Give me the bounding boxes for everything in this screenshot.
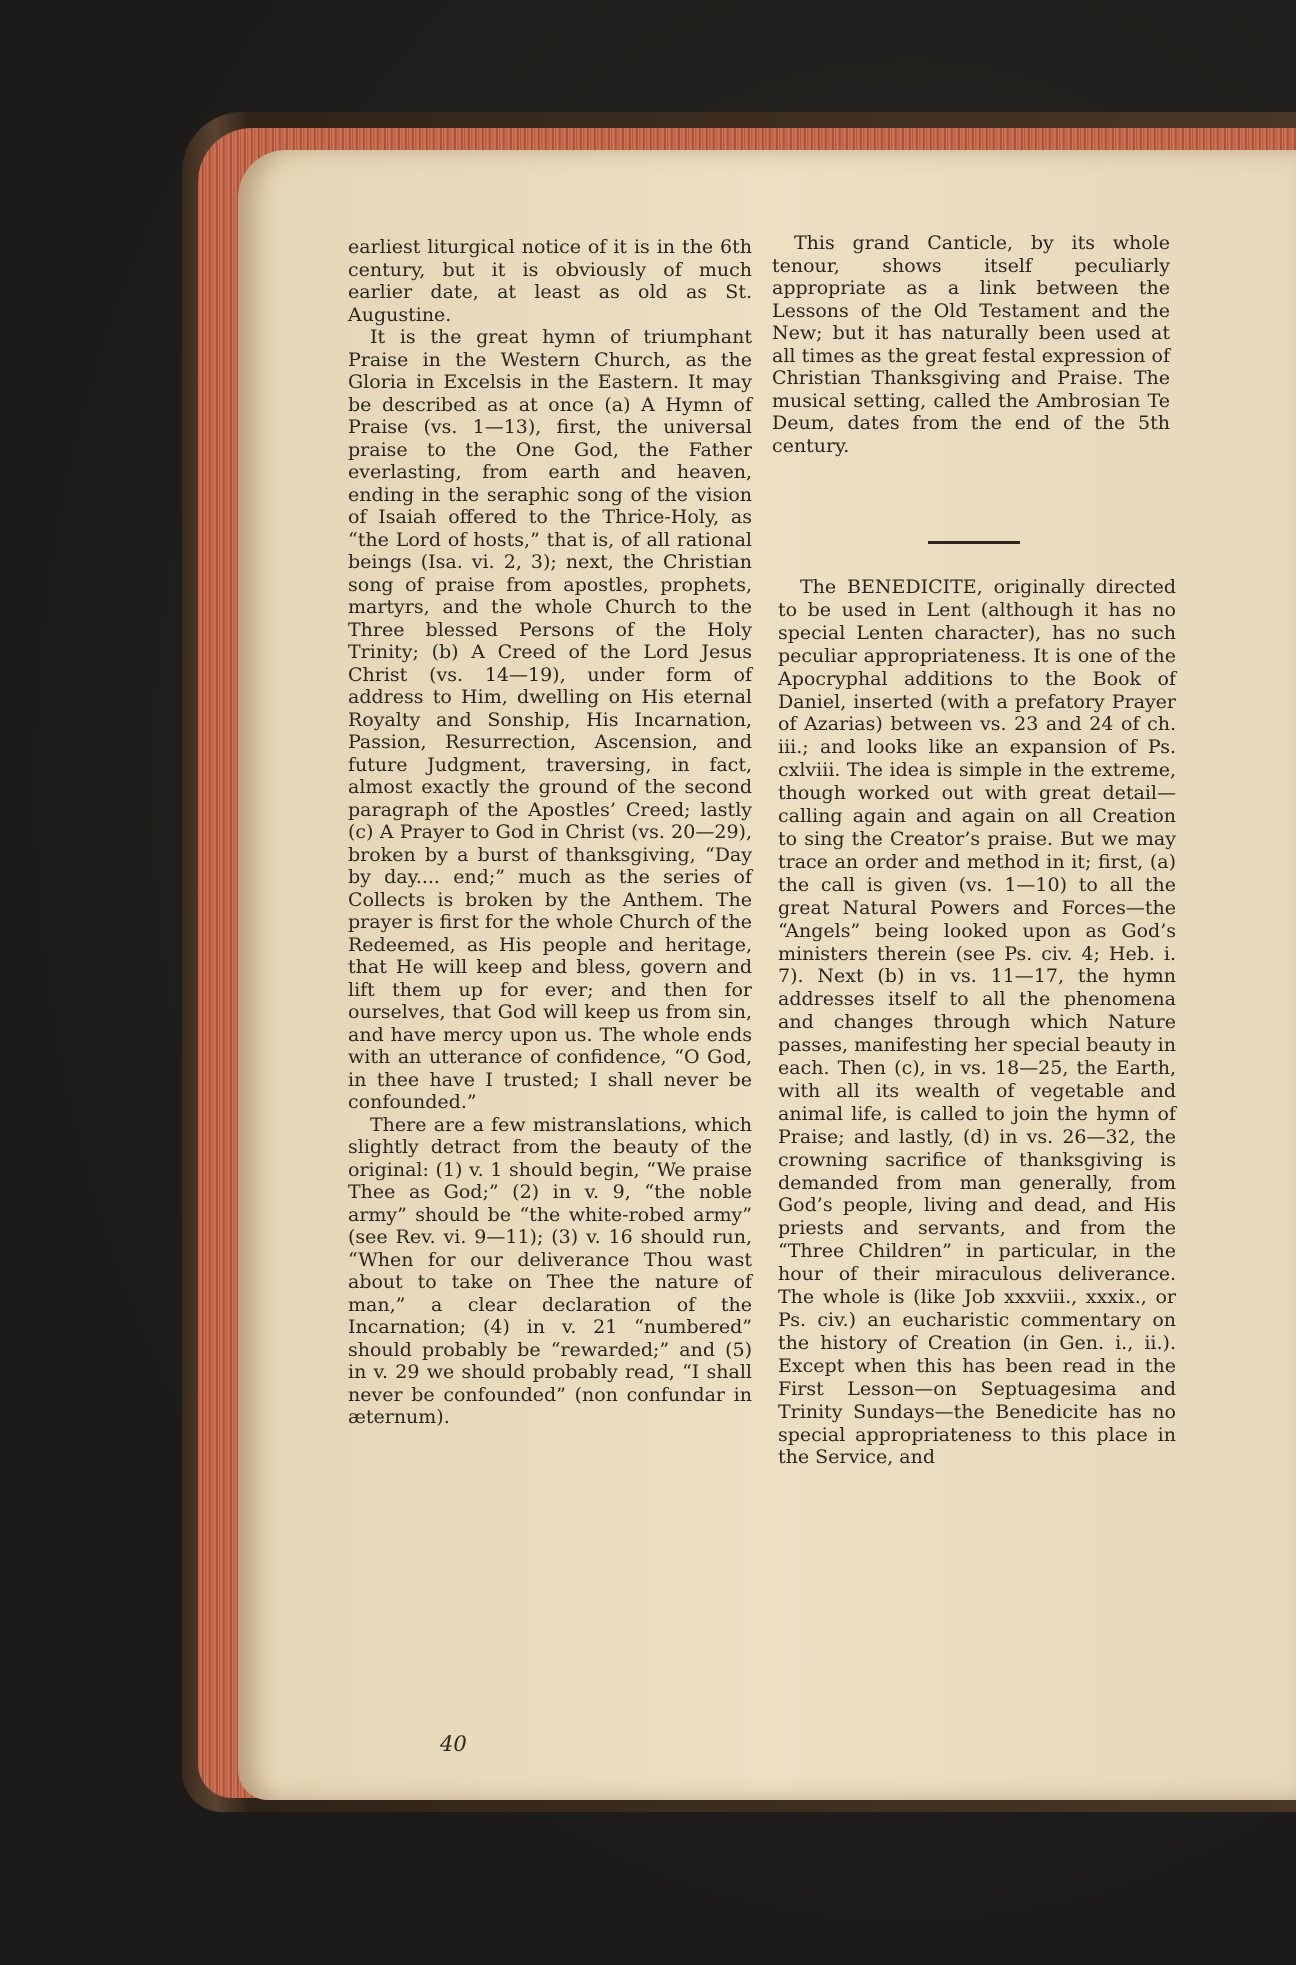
left-column [348, 236, 752, 1429]
paragraph-mistranslations: There are a few mistranslations, which slightly detract from the beauty of the original: (1) v. 1 should begin, “We praise Thee as God;” (2) in v. 9, “the noble army” should be “the white-robed army” (see Rev. vi. 9—11); (3) v. 16 should run, “When for our deliverance Thou wast about to take on Thee the nature of man,” a clear declaration of the Incarnation; (4) in v. 21 “numbered” should probably be “rewarded;” and (5) in v. 29 we should probably read, “I shall never be confounded” (non confundar in æternum). [348, 1113, 752, 1428]
paragraph-grand-canticle: This grand Canticle, by its whole tenour, shows itself peculiarly appropriate as a link between the Lessons of the Old Testament and the New; but it has naturally been used at all times as the great festal expression of Christian Thanksgiving and Praise. The musical setting, called the Ambrosian Te Deum, dates from the end of the 5th century. [772, 232, 1170, 457]
page-number: 40 [440, 1732, 467, 1756]
right-column-top [772, 232, 1170, 457]
paragraph-great-hymn: It is the great hymn of triumphant Praise in the Western Church, as the Gloria in Excelsis in the Eastern. It may be described as at once (a) A Hymn of Praise (vs. 1—13), first, the universal praise to the One God, the Father everlasting, from earth and heaven, ending in the seraphic song of the vision of Isaiah offered to the Thrice-Holy, as “the Lord of hosts,” that is, of all rational beings (Isa. vi. 2, 3); next, the Christian song of praise from apostles, prophets, martyrs, and the whole Church to the Three blessed Persons of the Holy Trinity; (b) A Creed of the Lord Jesus Christ (vs. 14—19), under form of address to Him, dwelling on His eternal Royalty and Sonship, His Incarnation, Passion, Resurrection, Ascension, and future Judgment, traversing, in fact, almost exactly the ground of the second paragraph of the Apostles’ Creed; lastly (c) A Prayer to God in Christ (vs. 20—29), broken by a burst of thanksgiving, “Day by day.... end;” much as the series of Collects is broken by the Anthem. The prayer is first for the whole Church of the Redeemed, as His people and heritage, that He will keep and bless, govern and lift them up for ever; and then for ourselves, that God will keep us from sin, and have mercy upon us. The whole ends with an utterance of confidence, “O God, in thee have I trusted; I shall never be confounded.” [348, 326, 752, 1113]
right-column-bottom [778, 576, 1176, 1469]
paragraph-benedicite: The BENEDICITE, originally directed to be used in Lent (although it has no special Lenten character), has no such peculiar appropriateness. It is one of the Apocryphal additions to the Book of Daniel, inserted (with a prefatory Prayer of Azarias) between vs. 23 and 24 of ch. iii.; and looks like an expansion of Ps. cxlviii. The idea is simple in the extreme, though worked out with great detail—calling again and again on all Creation to sing the Creator’s praise. But we may trace an order and method in it; first, (a) the call is given (vs. 1—10) to all the great Natural Powers and Forces—the “Angels” being looked upon as God’s ministers therein (see Ps. civ. 4; Heb. i. 7). Next (b) in vs. 11—17, the hymn addresses itself to all the phenomena and changes through which Nature passes, manifesting her special beauty in each. Then (c), in vs. 18—25, the Earth, with all its wealth of vegetable and animal life, is called to join the hymn of Praise; and lastly, (d) in vs. 26—32, the crowning sacrifice of thanksgiving is demanded from man generally, from God’s people, living and dead, and His priests and servants, and from the “Three Children” in particular, in the hour of their miraculous deliverance. The whole is (like Job xxxviii., xxxix., or Ps. civ.) an eucharistic commentary on the history of Creation (in Gen. i., ii.). Except when this has been read in the First Lesson—on Septuagesima and Trinity Sundays—the Benedicite has no special appropriateness to this place in the Service, and [778, 576, 1176, 1469]
paragraph-continuation: earliest liturgical notice of it is in the 6th century, but it is obviously of much earlier date, at least as old as St. Augustine. [348, 236, 752, 326]
section-divider [928, 541, 1020, 544]
